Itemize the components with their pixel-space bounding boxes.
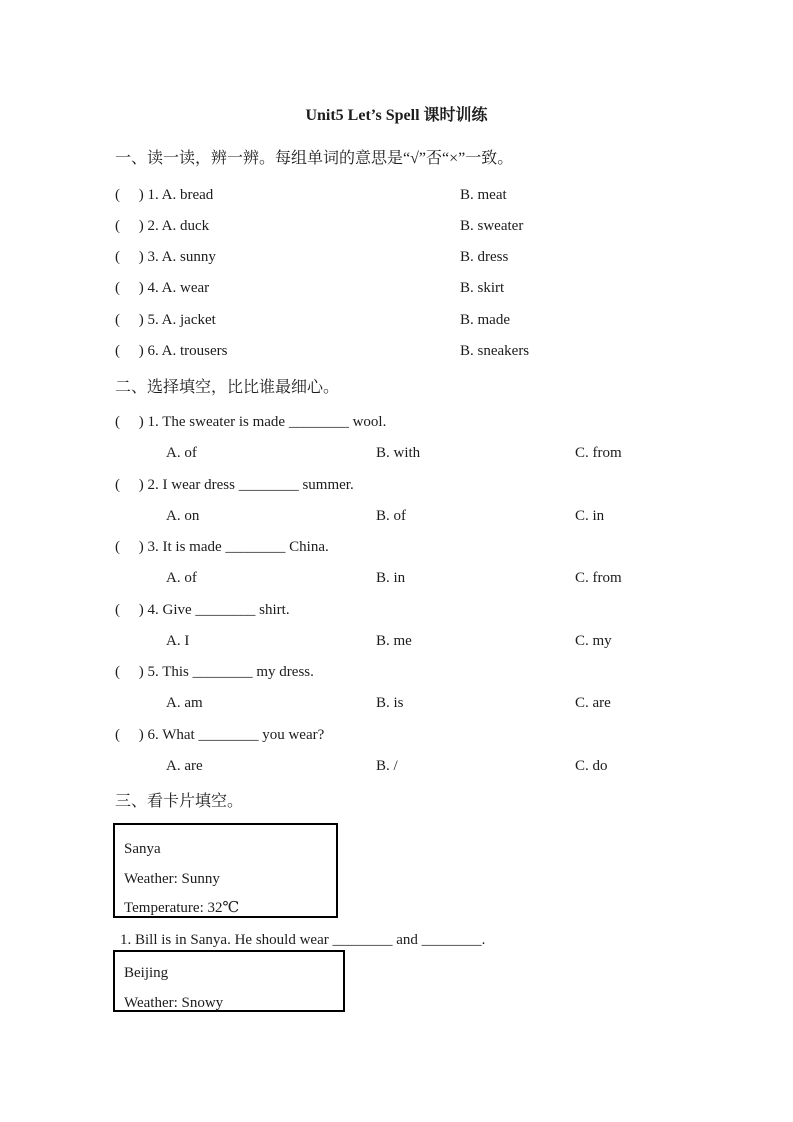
word-pair-row bbox=[0, 310, 793, 331]
option-row bbox=[0, 693, 793, 714]
option-b: B. with bbox=[376, 445, 421, 461]
option-a: A. of bbox=[166, 445, 197, 461]
card-temperature: Temperature: 32℃ bbox=[124, 900, 240, 916]
section-2-heading: 二、选择填空，比比谁最细心。 bbox=[115, 379, 340, 396]
word-pair-left: ( ) 5. A. jacket bbox=[115, 312, 216, 328]
card-city: Sanya bbox=[124, 841, 161, 857]
option-c: C. from bbox=[575, 570, 622, 586]
option-c: C. from bbox=[575, 445, 622, 461]
word-pair-right: B. made bbox=[460, 312, 510, 328]
question-stem: ( ) 1. The sweater is made ________ wool. bbox=[115, 414, 387, 430]
option-a: A. of bbox=[166, 570, 197, 586]
question-stem: ( ) 5. This ________ my dress. bbox=[115, 664, 314, 680]
option-a: A. I bbox=[166, 633, 190, 649]
section-1-heading: 一、读一读，辨一辨。每组单词的意思是“√”否“×”一致。 bbox=[115, 150, 514, 167]
word-pair-left: ( ) 2. A. duck bbox=[115, 218, 210, 234]
word-pair-right: B. skirt bbox=[460, 280, 505, 296]
option-row bbox=[0, 756, 793, 777]
question-stem: ( ) 6. What ________ you wear? bbox=[115, 727, 325, 743]
option-row bbox=[0, 506, 793, 527]
option-c: C. are bbox=[575, 695, 611, 711]
option-row bbox=[0, 568, 793, 589]
weather-card-beijing bbox=[113, 950, 345, 1012]
option-a: A. on bbox=[166, 508, 200, 524]
fill-in-question: 1. Bill is in Sanya. He should wear ________ and ________. bbox=[120, 932, 486, 948]
option-a: A. am bbox=[166, 695, 203, 711]
option-b: B. me bbox=[376, 633, 412, 649]
word-pair-right: B. meat bbox=[460, 187, 507, 203]
word-pair-row bbox=[0, 216, 793, 237]
option-c: C. my bbox=[575, 633, 612, 649]
option-b: B. of bbox=[376, 508, 406, 524]
word-pair-row bbox=[0, 247, 793, 268]
option-a: A. are bbox=[166, 758, 203, 774]
word-pair-row bbox=[0, 185, 793, 206]
word-pair-left: ( ) 3. A. sunny bbox=[115, 249, 216, 265]
weather-card-sanya bbox=[113, 823, 338, 918]
word-pair-right: B. dress bbox=[460, 249, 509, 265]
word-pair-row bbox=[0, 278, 793, 299]
option-b: B. / bbox=[376, 758, 398, 774]
question-stem: ( ) 2. I wear dress ________ summer. bbox=[115, 477, 354, 493]
page-title: Unit5 Let’s Spell 课时训练 bbox=[305, 107, 488, 124]
word-pair-right: B. sneakers bbox=[460, 343, 530, 359]
card-weather: Weather: Snowy bbox=[124, 995, 224, 1011]
option-row bbox=[0, 631, 793, 652]
word-pair-row bbox=[0, 341, 793, 362]
word-pair-left: ( ) 4. A. wear bbox=[115, 280, 210, 296]
option-b: B. is bbox=[376, 695, 404, 711]
question-stem: ( ) 3. It is made ________ China. bbox=[115, 539, 329, 555]
option-c: C. do bbox=[575, 758, 608, 774]
section-3-heading: 三、看卡片填空。 bbox=[115, 793, 244, 810]
option-b: B. in bbox=[376, 570, 406, 586]
option-row bbox=[0, 443, 793, 464]
card-city: Beijing bbox=[124, 965, 169, 981]
option-c: C. in bbox=[575, 508, 605, 524]
word-pair-right: B. sweater bbox=[460, 218, 524, 234]
card-weather: Weather: Sunny bbox=[124, 871, 220, 887]
word-pair-left: ( ) 1. A. bread bbox=[115, 187, 214, 203]
question-stem: ( ) 4. Give ________ shirt. bbox=[115, 602, 290, 618]
word-pair-left: ( ) 6. A. trousers bbox=[115, 343, 228, 359]
